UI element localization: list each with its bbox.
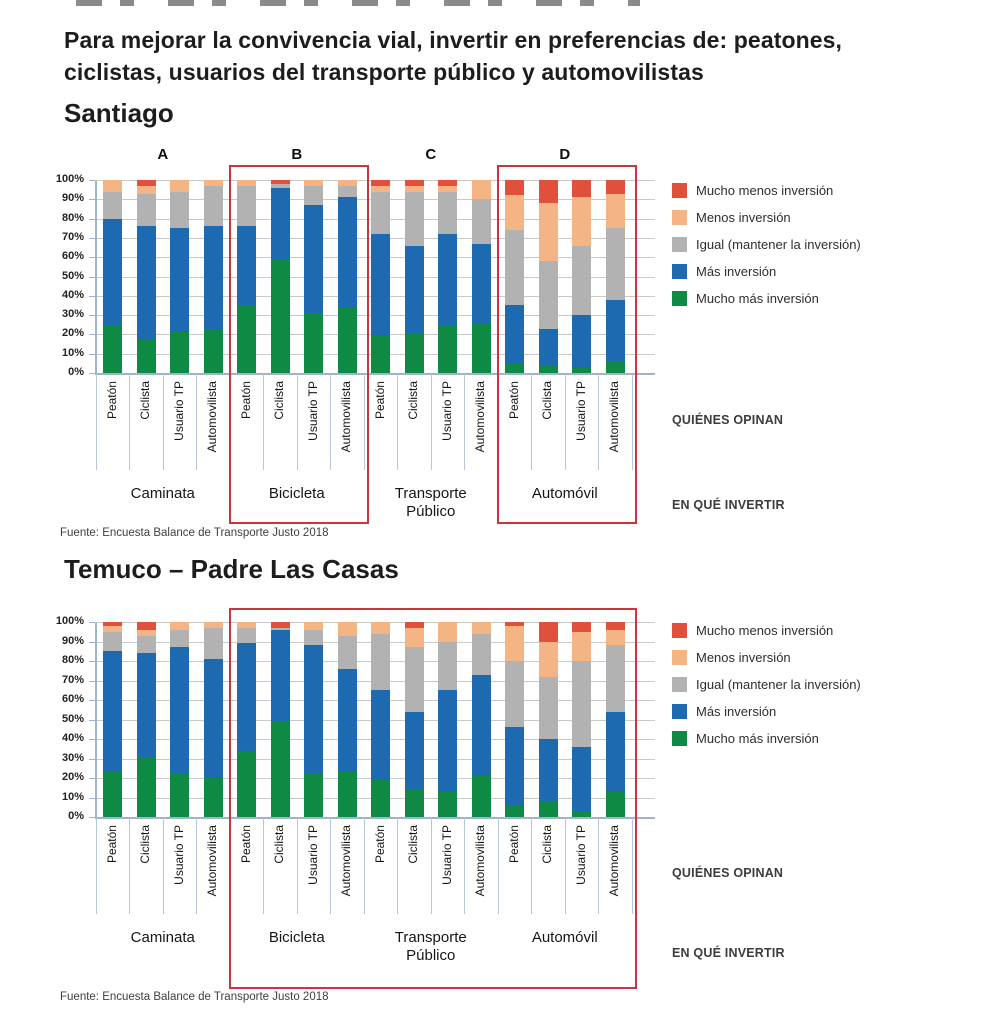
legend-santiago (672, 177, 861, 312)
bar-segment (137, 226, 156, 340)
x-axis-separator (196, 818, 197, 914)
axis-annotation-who-santiago: QUIÉNES OPINAN (672, 413, 784, 427)
page-title-line-1: Para mejorar la convivencia vial, invertir en preferencias de: peatones, (64, 27, 843, 53)
x-bar-label: Peatón (506, 825, 521, 864)
legend-label: Mucho más inversión (696, 291, 819, 306)
legend-label: Menos inversión (696, 650, 791, 665)
x-bar-label: Peatón (506, 381, 521, 420)
bar-segment (405, 246, 424, 335)
axis-annotation-what-temuco: EN QUÉ INVERTIR (672, 946, 785, 960)
bar-segment (137, 340, 156, 373)
x-axis-separator (397, 374, 398, 470)
highlight-box (229, 608, 637, 989)
x-axis-separator (129, 818, 130, 914)
legend-label: Mucho menos inversión (696, 183, 834, 198)
bar-segment (170, 622, 189, 630)
y-axis-tick-label: 20% (61, 771, 84, 783)
x-bar-label: Usuario TP (305, 825, 320, 885)
legend-item (672, 258, 861, 285)
x-bar-label: Automovilista (205, 381, 219, 453)
legend-swatch (672, 677, 687, 692)
x-bar-label: Ciclista (272, 381, 286, 420)
bar-segment (371, 234, 390, 336)
y-axis-tick-label: 20% (61, 327, 84, 340)
y-axis-tick-label: 70% (61, 230, 84, 243)
bar-segment (438, 234, 457, 325)
x-bar-label: Automovilista (473, 381, 487, 453)
chart-title-temuco: Temuco – Padre Las Casas (64, 554, 399, 584)
y-axis-tick-label: 30% (61, 751, 84, 764)
bar-segment (204, 329, 223, 373)
legend-label: Más inversión (696, 264, 777, 279)
x-bar-label: Ciclista (138, 825, 152, 864)
x-bar-label: Peatón (238, 825, 253, 864)
group-label: Caminata (130, 485, 195, 502)
group-letter: B (291, 146, 303, 163)
x-bar-label: Usuario TP (439, 381, 454, 441)
bar-segment (438, 180, 457, 186)
bar-segment (371, 186, 390, 192)
legend-swatch (672, 704, 687, 719)
bar-segment (371, 336, 390, 373)
x-axis-separator (431, 374, 432, 470)
bar-segment (204, 622, 223, 628)
bar-segment (137, 757, 156, 817)
bar-segment (371, 192, 390, 234)
bar-segment (103, 219, 122, 325)
bar-segment (170, 228, 189, 332)
y-axis-tick-label: 50% (61, 269, 84, 282)
bar-segment (137, 636, 156, 654)
y-axis-line (95, 622, 97, 817)
bar-segment (103, 325, 122, 373)
x-bar-label: Ciclista (406, 381, 420, 420)
y-axis-tick-label: 40% (61, 732, 84, 744)
page-title (64, 24, 842, 88)
y-axis-tick-label: 60% (61, 250, 84, 263)
group-label: Transporte Público (394, 929, 467, 964)
cropped-text-artifact (76, 0, 640, 6)
legend-item (672, 204, 861, 231)
x-bar-label: Ciclista (540, 381, 554, 420)
bar-segment (137, 180, 156, 186)
x-bar-label: Usuario TP (305, 381, 320, 441)
bar-segment (204, 628, 223, 659)
x-bar-label: Usuario TP (573, 825, 588, 885)
bar-segment (137, 194, 156, 227)
bar-segment (103, 192, 122, 219)
y-axis-tick-label: 30% (61, 308, 84, 321)
legend-item (672, 231, 861, 258)
bar-segment (405, 334, 424, 373)
legend-item (672, 644, 861, 671)
group-label: Bicicleta (268, 929, 325, 946)
y-axis-tick-label: 10% (61, 346, 84, 359)
bar-segment (103, 651, 122, 772)
legend-label: Igual (mantener la inversión) (696, 237, 861, 252)
y-axis-tick-label: 50% (61, 712, 84, 725)
bar-segment (170, 180, 189, 192)
bar-segment (103, 626, 122, 632)
legend-label: Menos inversión (696, 210, 791, 225)
x-bar-label: Ciclista (138, 381, 152, 420)
group-letter: C (425, 146, 437, 163)
x-axis-separator (129, 374, 130, 470)
group-label: Transporte Público (394, 485, 467, 520)
bar-segment (103, 632, 122, 652)
bar-segment (438, 325, 457, 373)
group-label: Caminata (130, 929, 195, 946)
x-bar-label: Peatón (372, 825, 387, 864)
y-axis-tick-label: 100% (55, 173, 84, 185)
legend-item (672, 725, 861, 752)
x-bar-label: Usuario TP (171, 825, 186, 885)
bar-segment (137, 622, 156, 630)
bar-segment (472, 180, 491, 199)
group-label: Automóvil (531, 485, 598, 502)
source-note-temuco: Fuente: Encuesta Balance de Transporte Justo 2018 (60, 991, 329, 1003)
group-letter: A (157, 146, 169, 163)
bar-segment (170, 647, 189, 774)
bar-segment (204, 180, 223, 186)
x-axis-separator (163, 818, 164, 914)
legend-swatch (672, 731, 687, 746)
legend-label: Mucho más inversión (696, 731, 819, 746)
x-bar-label: Automovilista (473, 825, 487, 897)
y-axis-tick-label: 80% (61, 211, 84, 224)
x-axis-separator (96, 374, 97, 470)
x-bar-label: Automovilista (607, 825, 621, 897)
bar-segment (438, 192, 457, 234)
bar-segment (438, 186, 457, 192)
y-axis-tick-label: 0% (68, 810, 84, 822)
legend-item (672, 177, 861, 204)
y-axis-line (95, 180, 97, 373)
x-axis-separator (163, 374, 164, 470)
legend-swatch (672, 623, 687, 638)
page-title-line-2: ciclistas, usuarios del transporte público y automovilistas (64, 59, 704, 85)
source-note-santiago: Fuente: Encuesta Balance de Transporte Justo 2018 (60, 527, 329, 539)
legend-swatch (672, 650, 687, 665)
x-bar-label: Peatón (238, 381, 253, 420)
x-axis-separator (196, 374, 197, 470)
chart-title-santiago: Santiago (64, 98, 174, 128)
bar-segment (204, 778, 223, 817)
y-axis-tick-label: 90% (61, 634, 84, 647)
x-bar-label: Peatón (104, 381, 119, 420)
bar-segment (137, 186, 156, 194)
legend-swatch (672, 237, 687, 252)
bar-segment (405, 186, 424, 192)
bar-segment (170, 774, 189, 817)
axis-annotation-who-temuco: QUIÉNES OPINAN (672, 866, 784, 880)
y-axis-tick-label: 10% (61, 790, 84, 803)
y-axis-tick-label: 90% (61, 192, 84, 205)
bar-segment (170, 332, 189, 373)
y-axis-tick-label: 80% (61, 654, 84, 666)
legend-swatch (672, 291, 687, 306)
legend-swatch (672, 264, 687, 279)
bar-segment (371, 180, 390, 186)
x-bar-label: Usuario TP (171, 381, 186, 441)
x-bar-label: Automovilista (607, 381, 621, 453)
x-bar-label: Usuario TP (439, 825, 454, 885)
y-axis-tick-label: 40% (61, 288, 84, 301)
x-bar-label: Automovilista (339, 381, 353, 453)
legend-label: Más inversión (696, 704, 777, 719)
y-axis-tick-label: 60% (61, 693, 84, 705)
legend-label: Igual (mantener la inversión) (696, 677, 861, 692)
legend-swatch (672, 183, 687, 198)
legend-label: Mucho menos inversión (696, 623, 834, 638)
bar-segment (170, 192, 189, 229)
y-axis-tick-label: 0% (68, 366, 84, 378)
x-bar-label: Peatón (372, 381, 387, 420)
bar-segment (204, 226, 223, 328)
bar-segment (137, 630, 156, 636)
y-axis-tick-label: 100% (55, 615, 84, 627)
bar-segment (204, 186, 223, 227)
bar-segment (472, 323, 491, 373)
x-bar-label: Ciclista (272, 825, 286, 864)
x-bar-label: Ciclista (540, 825, 554, 864)
y-axis-tick-label: 70% (61, 673, 84, 686)
x-bar-label: Ciclista (406, 825, 420, 864)
highlight-box (497, 165, 637, 524)
x-bar-label: Peatón (104, 825, 119, 864)
group-label: Automóvil (531, 929, 598, 946)
bar-segment (103, 180, 122, 192)
legend-item (672, 617, 861, 644)
bar-segment (137, 653, 156, 756)
bar-segment (170, 630, 189, 648)
bar-segment (204, 659, 223, 778)
bar-segment (405, 180, 424, 186)
bar-segment (405, 192, 424, 246)
legend-temuco (672, 617, 861, 752)
x-bar-label: Usuario TP (573, 381, 588, 441)
bar-segment (103, 772, 122, 817)
legend-swatch (672, 210, 687, 225)
x-bar-label: Automovilista (205, 825, 219, 897)
group-label: Bicicleta (268, 485, 325, 502)
bar-segment (472, 199, 491, 243)
x-bar-label: Automovilista (339, 825, 353, 897)
bar-segment (472, 244, 491, 323)
x-axis-separator (464, 374, 465, 470)
legend-item (672, 285, 861, 312)
legend-item (672, 671, 861, 698)
highlight-box (229, 165, 369, 524)
legend-item (672, 698, 861, 725)
bar-segment (103, 622, 122, 626)
x-axis-separator (96, 818, 97, 914)
group-letter: D (559, 146, 571, 163)
axis-annotation-what-santiago: EN QUÉ INVERTIR (672, 498, 785, 512)
